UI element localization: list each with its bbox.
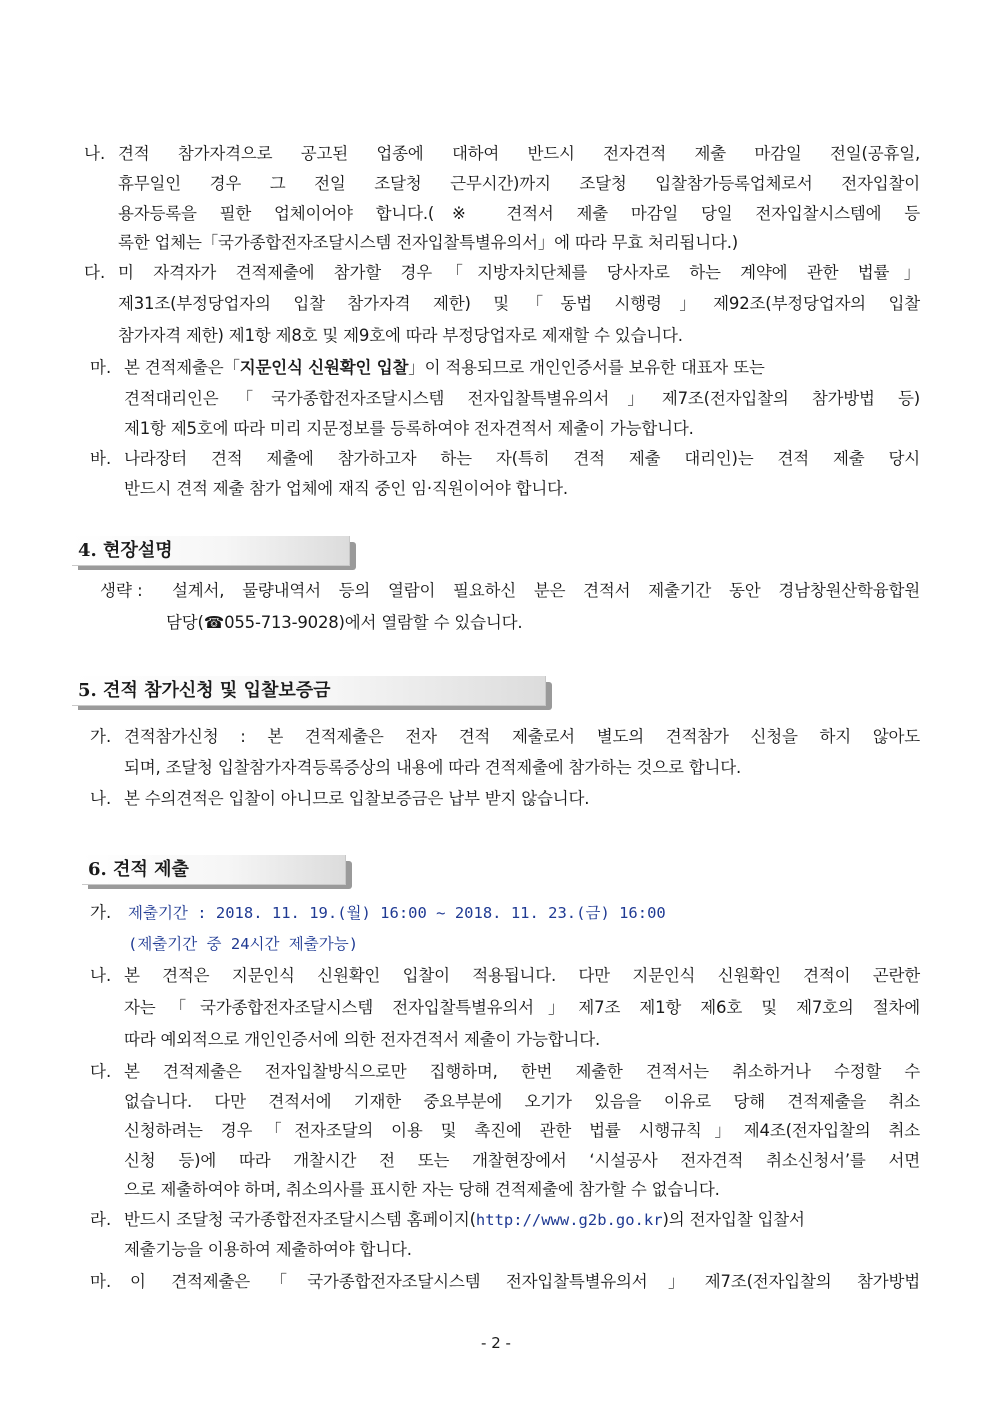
section-title: 6. 견적 제출 — [88, 859, 189, 880]
item-marker: 마. — [90, 358, 112, 377]
text-line: 없습니다. 다만 견적서에 기재한 중요부분에 오기가 있음을 이유로 당해 견적제출을 취소 — [124, 1092, 920, 1111]
text-line: 록한 업체는「국가종합전자조달시스템 전자입찰특별유의서」에 따라 무효 처리됩니다.) — [118, 233, 738, 252]
item-marker: 다. — [90, 1062, 112, 1081]
item-marker: 바. — [90, 449, 112, 468]
text-line: 반드시 조달청 국가종합전자조달시스템 홈페이지(http://www.g2b.go.kr)의 전자입찰 입찰서 — [124, 1210, 805, 1229]
text-line: 반드시 견적 제출 참가 업체에 재직 중인 임·직원이어야 합니다. — [124, 479, 568, 498]
section-6-heading — [82, 855, 346, 885]
text-line: 제1항 제5호에 따라 미리 지문정보를 등록하여야 전자견적서 제출이 가능합니다. — [124, 419, 694, 438]
text-line: 이 견적제출은「국가종합전자조달시스템 전자입찰특별유의서」제7조(전자입찰의 참가방법 — [130, 1272, 920, 1291]
item-marker: 라. — [90, 1210, 112, 1229]
text-line: 참가자격 제한) 제1항 제8호 및 제9호에 따라 부정당업자로 제재할 수 있습니다. — [118, 326, 683, 345]
section-4-heading — [72, 536, 350, 566]
item-marker: 나. — [84, 144, 106, 163]
text-line: 견적 참가자격으로 공고된 업종에 대하여 반드시 전자견적 제출 마감일 전일(공휴일, — [118, 144, 920, 163]
section-title: 5. 견적 참가신청 및 입찰보증금 — [78, 680, 331, 701]
text-line: 용자등록을 필한 업체이어야 합니다.(※ 견적서 제출 마감일 당일 전자입찰시스템에 등 — [118, 204, 920, 223]
text-line: 신청 등)에 따라 개찰시간 전 또는 개찰현장에서 ‘시설공사 전자견적 취소신청서’를 서면 — [124, 1151, 920, 1170]
text-line: 신청하려는 경우「전자조달의 이용 및 촉진에 관한 법률 시행규칙」제4조(전자입찰의 취소 — [124, 1121, 920, 1140]
text-line: 미 자격자가 견적제출에 참가할 경우「지방자치단체를 당사자로 하는 계약에 관한 법률」 — [118, 263, 920, 282]
text-line: 견적참가신청 : 본 견적제출은 전자 견적 제출로서 별도의 견적참가 신청을 하지 않아도 — [124, 727, 920, 746]
section-5-heading — [72, 676, 546, 706]
text-line: 따라 예외적으로 개인인증서에 의한 전자견적서 제출이 가능합니다. — [124, 1030, 601, 1049]
page-number: - 2 - — [481, 1334, 511, 1352]
submission-period: 제출기간 : 2018. 11. 19.(월) 16:00 ~ 2018. 11. 23.(금) 16:00 — [128, 904, 666, 922]
text-line: 제31조(부정당업자의 입찰 참가자격 제한) 및「동법 시행령」제92조(부정당업자의 입찰 — [118, 294, 920, 313]
text-line: 본 견적제출은「지문인식 신원확인 입찰」이 적용되므로 개인인증서를 보유한 대표자 또는 — [124, 358, 765, 377]
item-marker: 다. — [84, 263, 106, 282]
text-line: 휴무일인 경우 그 전일 조달청 근무시간)까지 조달청 입찰참가등록업체로서 전자입찰이 — [118, 174, 920, 193]
item-marker: 마. — [90, 1272, 112, 1291]
text-line: 자는「국가종합전자조달시스템 전자입찰특별유의서」제7조 제1항 제6호 및 제7호의 절차에 — [124, 998, 920, 1017]
text-line: 담당(☎055-713-9028)에서 열람할 수 있습니다. — [166, 613, 523, 632]
text-line: 본 수의견적은 입찰이 아니므로 입찰보증금은 납부 받지 않습니다. — [124, 789, 590, 808]
text-line: 으로 제출하여야 하며, 취소의사를 표시한 자는 당해 견적제출에 참가할 수 없습니다. — [124, 1180, 720, 1199]
g2b-link[interactable]: http://www.g2b.go.kr — [475, 1211, 663, 1229]
item-marker: 가. — [90, 903, 112, 922]
text-line: 나라장터 견적 제출에 참가하고자 하는 자(특히 견적 제출 대리인)는 견적 제출 당시 — [124, 449, 920, 468]
text-line: 견적대리인은「국가종합전자조달시스템 전자입찰특별유의서」제7조(전자입찰의 참가방법 등) — [124, 389, 920, 408]
text-line: 설계서, 물량내역서 등의 열람이 필요하신 분은 견적서 제출기간 동안 경남창원산학융합원 — [172, 581, 920, 600]
item-marker: 나. — [90, 789, 112, 808]
item-marker: 나. — [90, 966, 112, 985]
text-line: 되며, 조달청 입찰참가자격등록증상의 내용에 따라 견적제출에 참가하는 것으로 합니다. — [124, 758, 742, 777]
fingerprint-bid-emphasis: 지문인식 신원확인 입찰 — [239, 358, 409, 377]
text-line: 제출기능을 이용하여 제출하여야 합니다. — [124, 1240, 412, 1259]
omitted-label: 생략 : — [100, 581, 143, 600]
text-line: 본 견적제출은 전자입찰방식으로만 집행하며, 한번 제출한 견적서는 취소하거나 수정할 수 — [124, 1062, 920, 1081]
text-line: 본 견적은 지문인식 신원확인 입찰이 적용됩니다. 다만 지문인식 신원확인 견적이 곤란한 — [124, 966, 920, 985]
item-marker: 가. — [90, 727, 112, 746]
section-title: 4. 현장설명 — [78, 540, 173, 561]
submission-note: (제출기간 중 24시간 제출가능) — [128, 935, 359, 953]
